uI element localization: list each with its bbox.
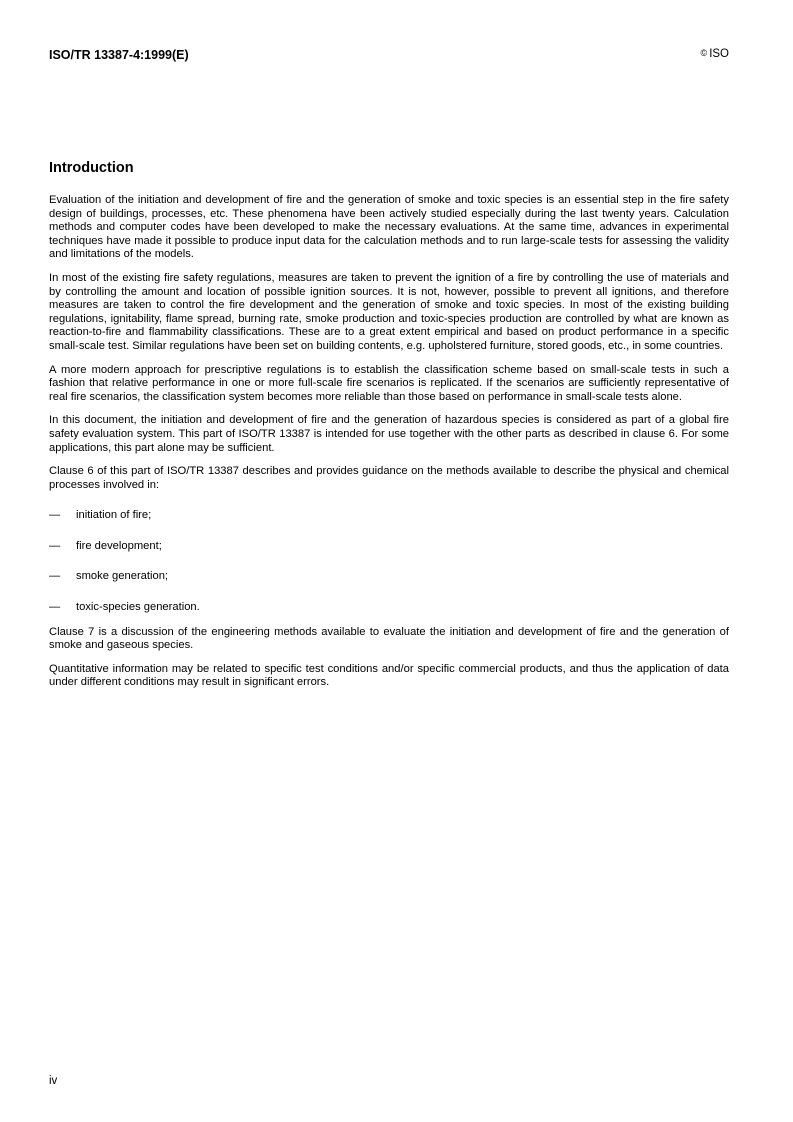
paragraph: Clause 7 is a discussion of the engineering methods available to evaluate the initiation and development of fire and the generation of smoke and gaseous species.: [49, 625, 729, 652]
paragraph: A more modern approach for prescriptive regulations is to establish the classification scheme based on small-scale tests in such a fashion that relative performance in one or more full-scale fire scenarios is replicated. If the scenarios are sufficiently representative of real fire scenarios, the classification system becomes more reliable than those based on performance in small-scale tests alone.: [49, 363, 729, 403]
paragraph: Quantitative information may be related to specific test conditions and/or specific commercial products, and thus the application of data under different conditions may result in significant errors.: [49, 662, 729, 689]
list-dash: —: [49, 570, 61, 583]
list-item: [49, 540, 729, 554]
page-number: iv: [49, 1075, 58, 1087]
list-item: [49, 509, 729, 523]
paragraph: Evaluation of the initiation and development of fire and the generation of smoke and toxic species is an essential step in the fire safety design of buildings, processes, etc. These phenomena have been actively studied especially during the last twenty years. Calculation methods and computer codes have been developed to make the necessary evaluations. At the same time, advances in experimental techniques have made it possible to produce input data for the calculation methods and to run large-scale tests for assessing the validity and limitations of the models.: [49, 194, 729, 261]
list-item: [49, 570, 729, 584]
document-body: [49, 158, 729, 700]
paragraph: In this document, the initiation and development of fire and the generation of hazardous species is considered as part of a global fire safety evaluation system. This part of ISO/TR 13387 is intended for use together with the other parts as described in clause 6. For some applications, this part alone may be sufficient.: [49, 414, 729, 454]
paragraph: Clause 6 of this part of ISO/TR 13387 describes and provides guidance on the methods available to describe the physical and chemical processes involved in:: [49, 465, 729, 491]
document-identifier: ISO/TR 13387-4:1999(E): [49, 48, 189, 62]
list-item: [49, 601, 729, 615]
copyright-org: ISO: [709, 48, 729, 60]
list-item-text: smoke generation;: [76, 570, 169, 583]
list-dash: —: [49, 539, 61, 552]
list-dash: —: [49, 601, 61, 614]
copyright-symbol: ©: [700, 48, 708, 58]
list-item-text: toxic-species generation.: [76, 601, 200, 614]
paragraph: In most of the existing fire safety regulations, measures are taken to prevent the ignition of a fire by controlling the use of materials and by controlling the amount and location of possible ignition sources. It is not, however, possible to prevent all ignitions, and therefore measures are taken to control the fire development and the generation of smoke and toxic species. In most of the existing building regulations, ignitability, flame spread, burning rate, smoke production and toxic-species production are controlled by what are known as reaction-to-fire and flammability classifications. These are to a great extent empirical and based on product performance in a specific small-scale test. Similar regulations have been set on building contents, e.g. upholstered furniture, stored goods, etc., in some countries.: [49, 271, 729, 352]
list-dash: —: [49, 509, 61, 522]
page-header: [49, 48, 729, 66]
list-item-text: initiation of fire;: [76, 509, 152, 522]
copyright-notice: [701, 48, 729, 60]
section-title: Introduction: [49, 160, 134, 176]
list-item-text: fire development;: [76, 539, 162, 552]
